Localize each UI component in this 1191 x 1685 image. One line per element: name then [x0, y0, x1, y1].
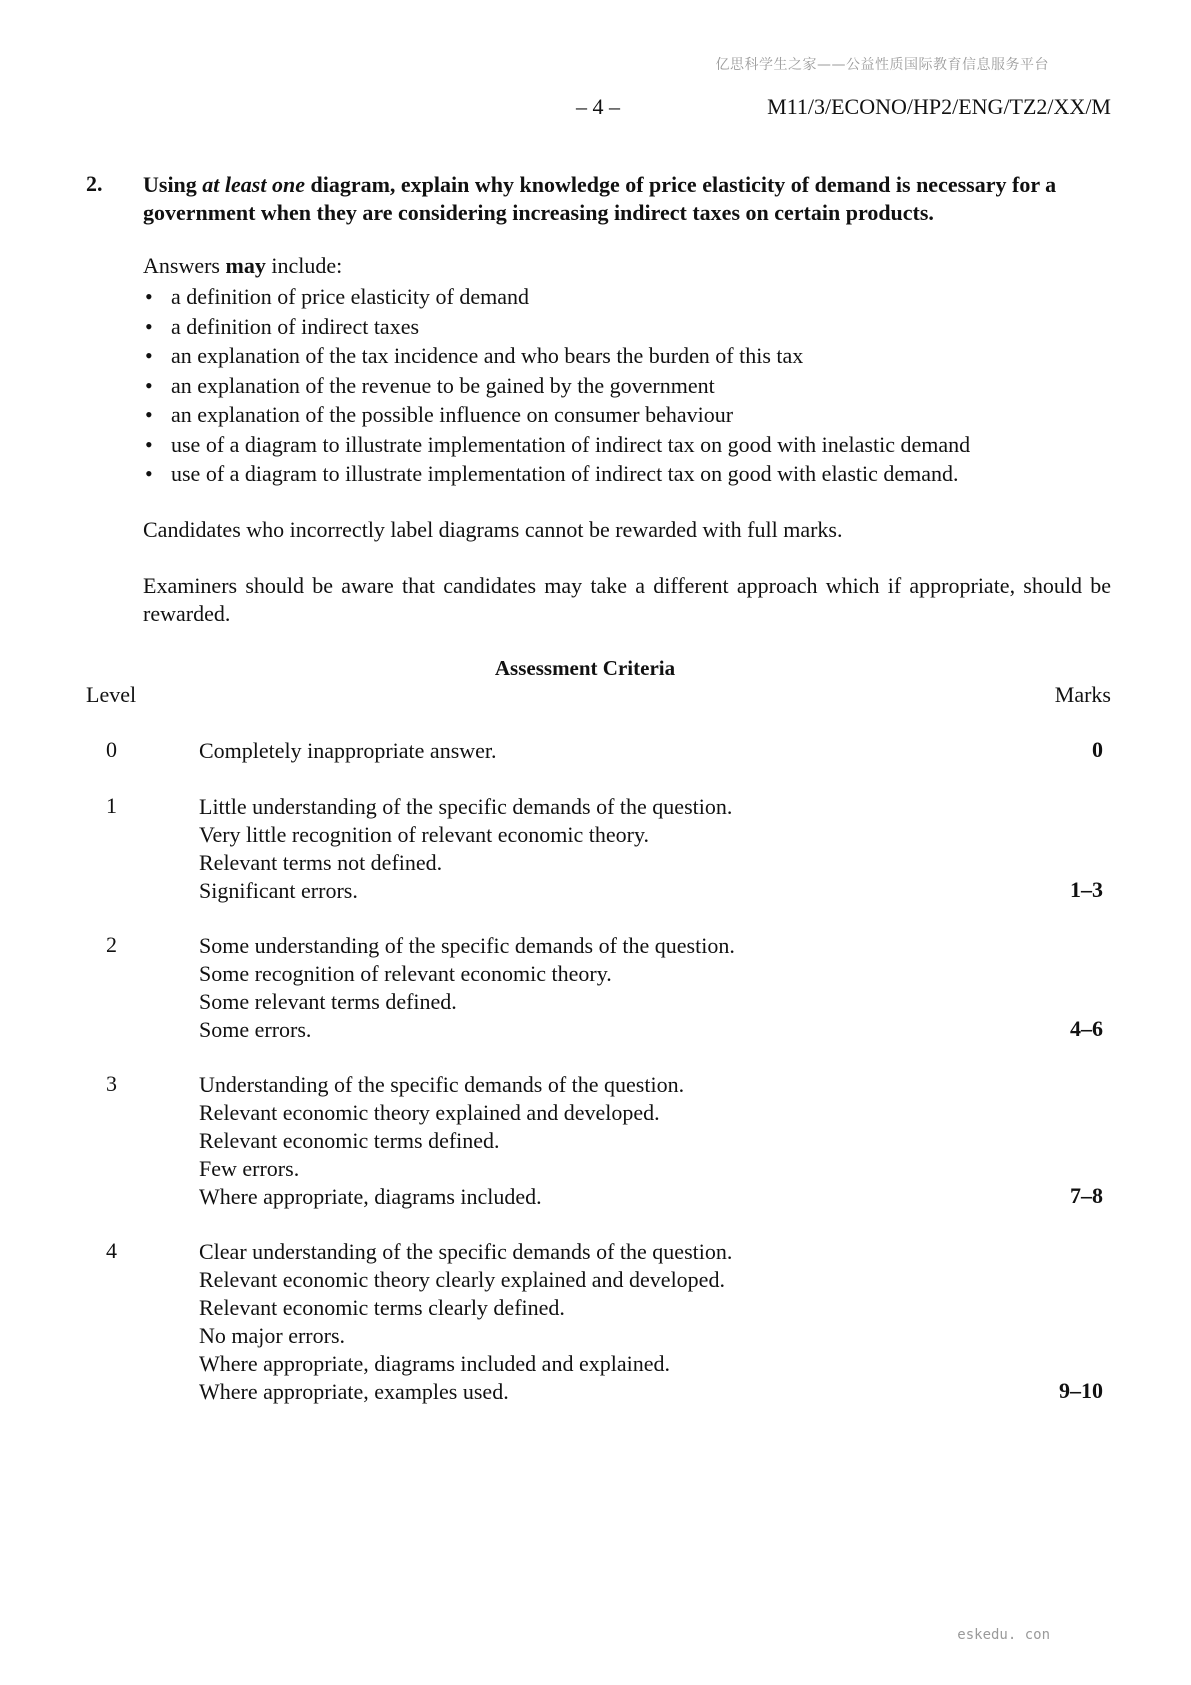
descriptor: Relevant terms not defined. — [199, 850, 443, 875]
list-item-text: use of a diagram to illustrate implementation of indirect tax on good with inelastic demand — [171, 431, 971, 457]
question-text-start: Using — [143, 172, 203, 197]
descriptor: Completely inappropriate answer. — [199, 738, 497, 763]
list-item-text: an explanation of the possible influence on consumer behaviour — [171, 402, 734, 427]
level-number-text: 4 — [106, 1238, 117, 1263]
list-item-text: a definition of price elasticity of demand — [171, 284, 529, 309]
descriptor: Where appropriate, diagrams included. — [199, 1184, 542, 1209]
question-number: 2. — [86, 171, 103, 196]
level-marks: 4–6 — [1070, 1016, 1103, 1041]
descriptor: Few errors. — [199, 1156, 300, 1181]
level-marks: 0 — [1092, 737, 1103, 762]
list-item — [143, 312, 1103, 342]
level-number-text: 1 — [106, 793, 117, 818]
list-item — [143, 282, 1103, 312]
answers-intro-end: include: — [265, 253, 343, 278]
answers-intro-bold: may — [225, 253, 266, 278]
reference-code: M11/3/ECONO/HP2/ENG/TZ2/XX/M — [767, 94, 1111, 119]
list-item — [143, 430, 1103, 460]
level-header: Level — [86, 682, 137, 707]
level-marks: 9–10 — [1059, 1378, 1103, 1403]
descriptor: Relevant economic theory clearly explained and developed. — [199, 1267, 725, 1292]
question-text-end: diagram, explain why knowledge of price elasticity of demand is necessary for a government when they are considering increasing indirect taxes on certain products. — [143, 172, 1057, 225]
bullet-icon: • — [145, 372, 153, 398]
bullet-icon: • — [145, 313, 153, 339]
bullet-icon: • — [145, 343, 153, 368]
question-text — [143, 171, 1113, 227]
bullet-icon: • — [145, 284, 153, 309]
bullet-icon: • — [145, 461, 153, 486]
descriptor: Little understanding of the specific demands of the question. — [199, 794, 733, 819]
list-item — [143, 341, 1103, 371]
list-item — [143, 459, 1103, 489]
answer-bullet-list — [143, 282, 1103, 489]
watermark-top: 亿思科学生之家——公益性质国际教育信息服务平台 — [715, 57, 1049, 73]
answers-intro — [143, 253, 342, 279]
level-number-text: 0 — [106, 737, 117, 762]
watermark-bottom: eskedu. con — [957, 1627, 1050, 1643]
level-number-text: 3 — [106, 1071, 117, 1096]
descriptor: Significant errors. — [199, 878, 358, 903]
descriptor: Clear understanding of the specific demands of the question. — [199, 1239, 733, 1264]
list-item — [143, 400, 1103, 430]
answers-intro-start: Answers — [143, 253, 226, 278]
descriptor: No major errors. — [199, 1323, 346, 1348]
descriptor: Some understanding of the specific demands of the question. — [199, 933, 735, 958]
list-item-text: a definition of indirect taxes — [171, 313, 420, 339]
marks-header: Marks — [1054, 682, 1111, 707]
note-approach: Examiners should be aware that candidates may take a different approach which if appropriate, should be rewarded. — [143, 573, 1111, 626]
descriptor: Understanding of the specific demands of the question. — [199, 1072, 685, 1097]
descriptor: Some relevant terms defined. — [199, 989, 457, 1014]
criteria-title: Assessment Criteria — [494, 656, 676, 680]
note-labels: Candidates who incorrectly label diagrams cannot be rewarded with full marks. — [143, 517, 843, 542]
bullet-icon: • — [145, 431, 153, 457]
bullet-icon: • — [145, 402, 153, 427]
level-marks: 1–3 — [1070, 877, 1103, 902]
list-item-text: use of a diagram to illustrate implementation of indirect tax on good with elastic demand. — [171, 461, 959, 486]
list-item-text: an explanation of the revenue to be gained by the government — [171, 372, 715, 398]
list-item — [143, 371, 1103, 401]
descriptor: Relevant economic terms clearly defined. — [199, 1295, 565, 1320]
descriptor: Where appropriate, diagrams included and explained. — [199, 1351, 670, 1376]
page-number: – 4 – — [576, 94, 620, 119]
descriptor: Relevant economic theory explained and developed. — [199, 1100, 660, 1125]
descriptor: Some errors. — [199, 1017, 312, 1042]
descriptor: Where appropriate, examples used. — [199, 1379, 509, 1404]
descriptor: Very little recognition of relevant economic theory. — [199, 822, 650, 847]
level-number-text: 2 — [106, 932, 117, 957]
descriptor: Some recognition of relevant economic theory. — [199, 961, 612, 986]
list-item-text: an explanation of the tax incidence and who bears the burden of this tax — [171, 343, 804, 368]
question-text-emphasis: at least one — [202, 172, 305, 197]
level-marks: 7–8 — [1070, 1183, 1103, 1208]
descriptor: Relevant economic terms defined. — [199, 1128, 500, 1153]
